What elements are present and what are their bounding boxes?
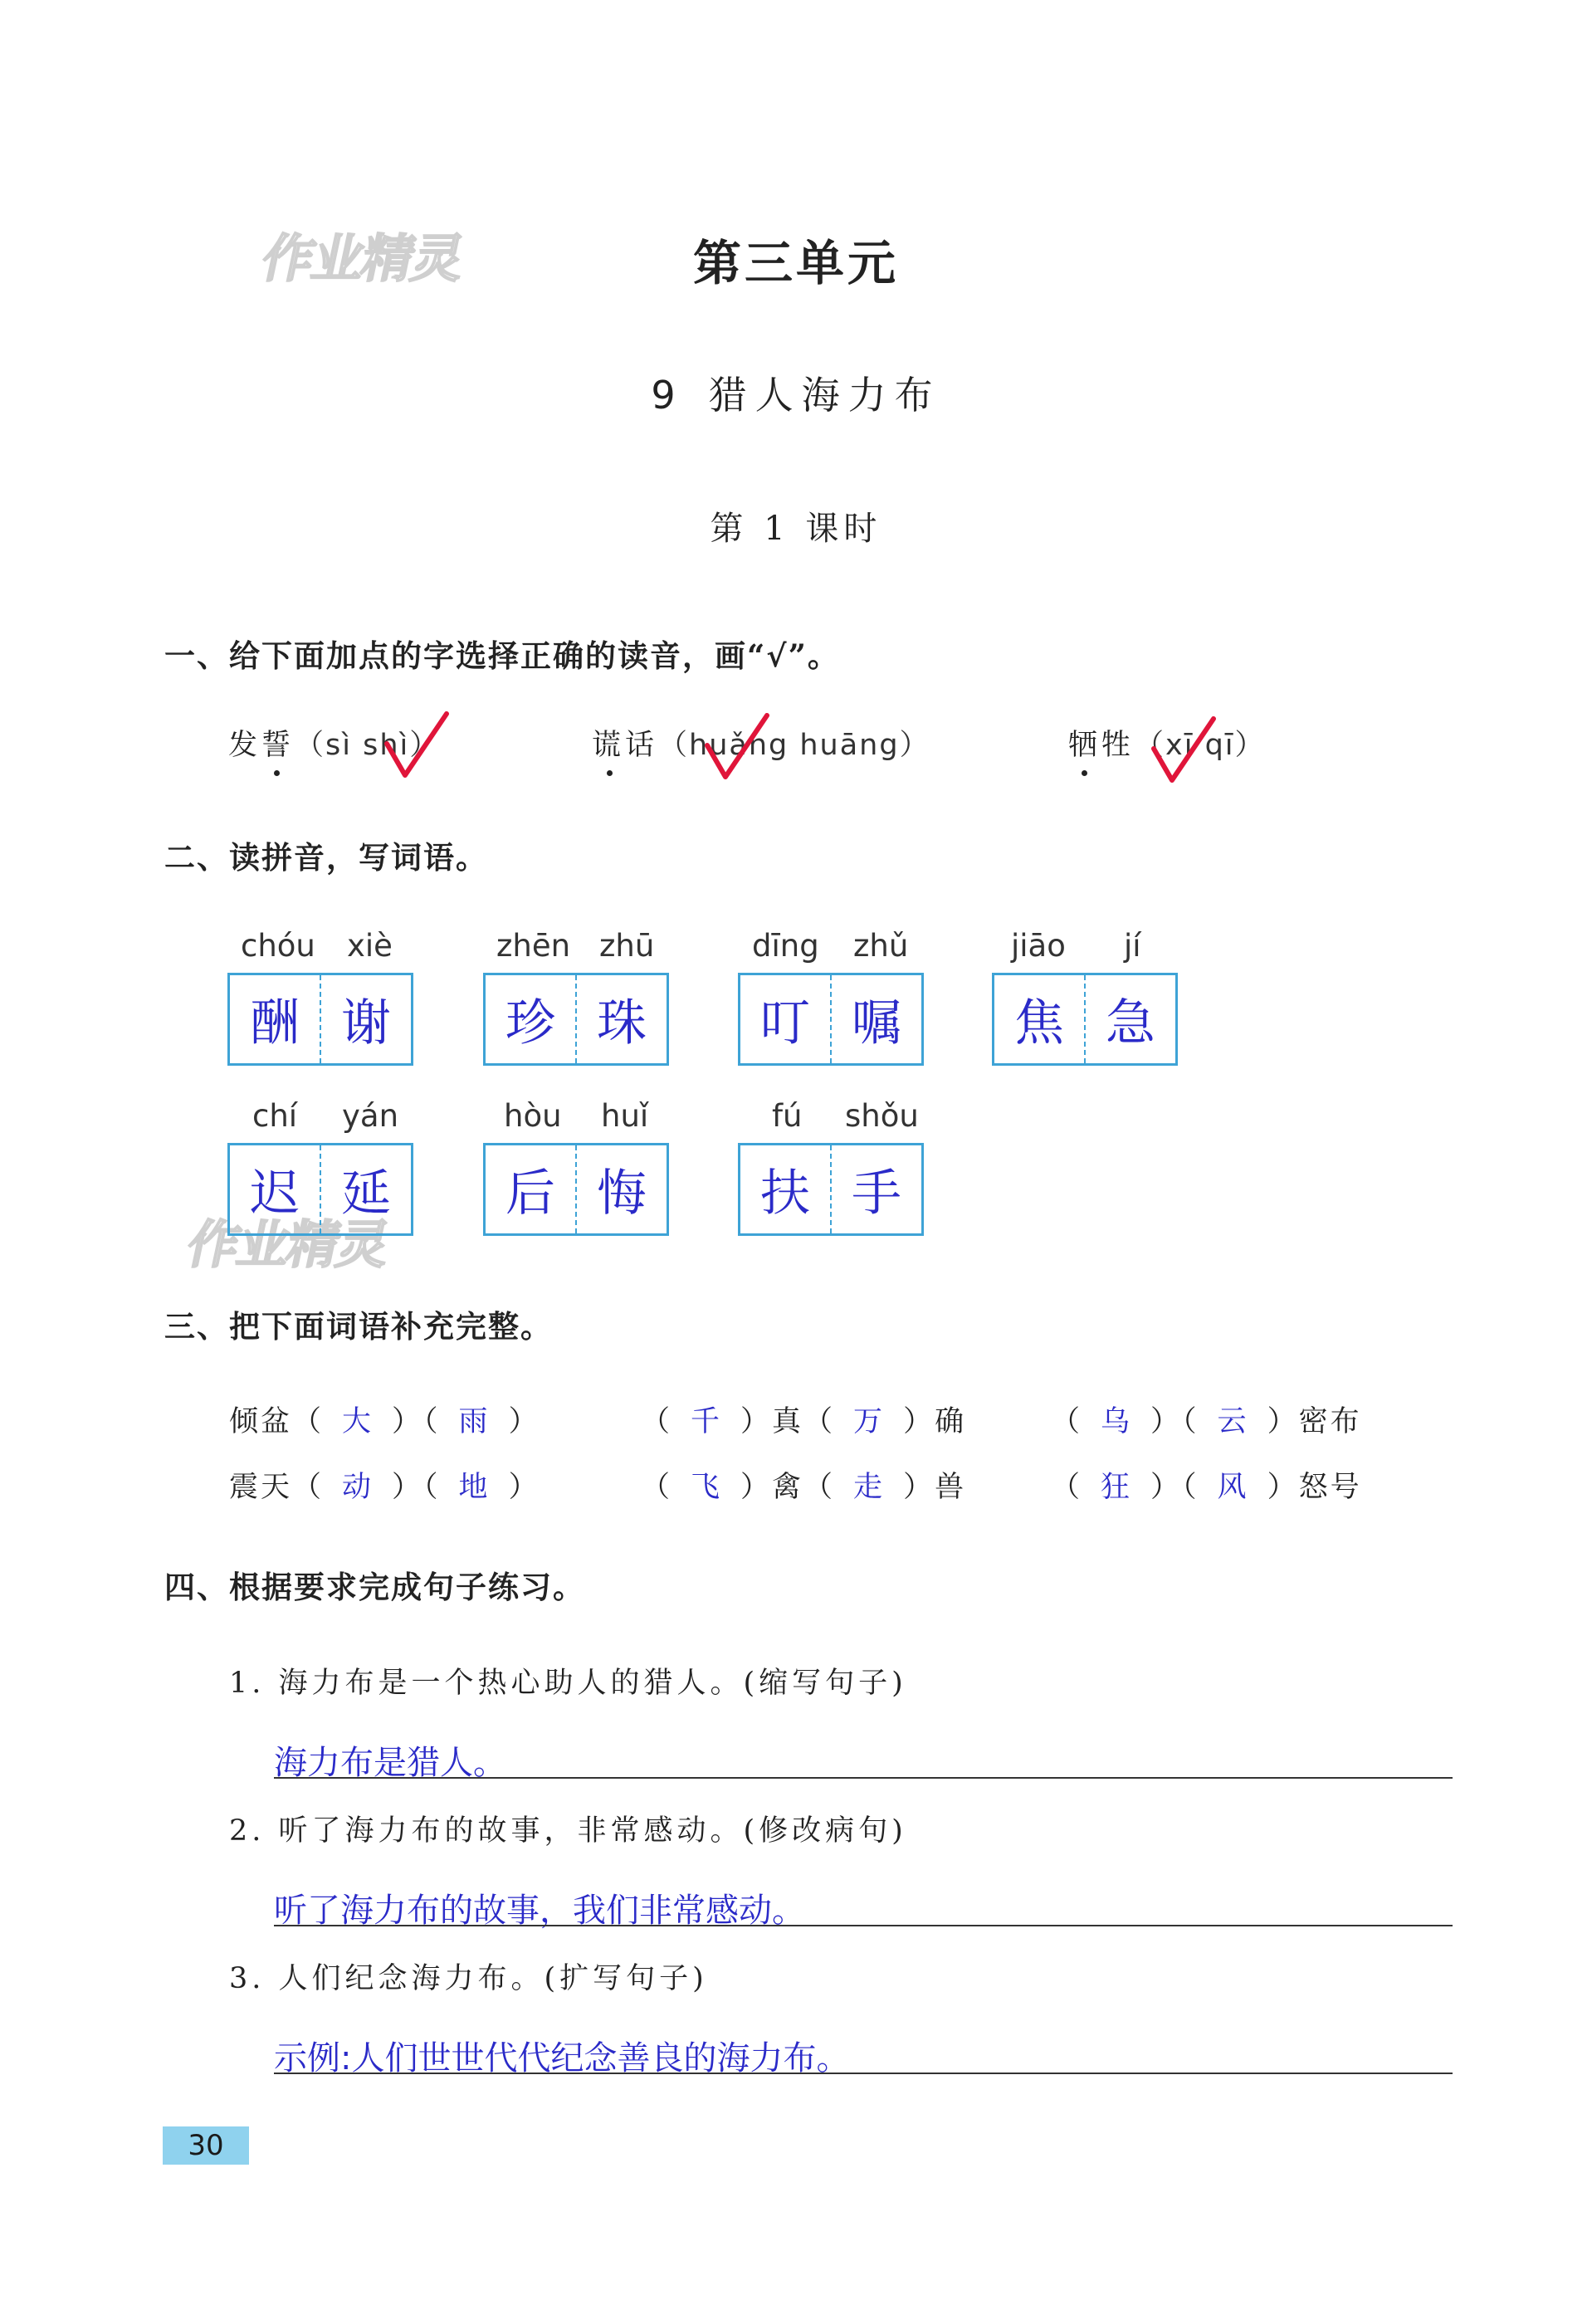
sentence-question: 3. 人们纪念海力布。(扩写句子) xyxy=(229,1962,708,1995)
pinyin-label: dīng xyxy=(752,928,819,964)
lesson-number: 9 xyxy=(651,373,684,417)
section1-heading: 一、给下面加点的字选择正确的读音，画“√”。 xyxy=(164,637,840,674)
word-box xyxy=(738,973,924,1066)
answer-line xyxy=(274,1777,1453,1779)
answer-char: 急 xyxy=(1106,994,1155,1052)
idiom-fill: （ 千 ）真（ 万 ）确 xyxy=(641,1405,967,1438)
idiom-fill: （ 狂 ）（ 风 ）怒号 xyxy=(1051,1471,1362,1504)
q1-options: （huǎng huāng） xyxy=(658,729,930,762)
check-mark-icon xyxy=(383,710,450,780)
pinyin-label: shǒu xyxy=(845,1098,919,1134)
sentence-answer: 示例:人们世世代代纪念善良的海力布。 xyxy=(274,2039,850,2077)
idiom-fill: （ 飞 ）禽（ 走 ）兽 xyxy=(641,1471,967,1504)
word-box xyxy=(483,1143,669,1236)
section4-heading: 四、根据要求完成句子练习。 xyxy=(164,1569,585,1605)
answer-char: 后 xyxy=(505,1164,555,1223)
word-box xyxy=(992,973,1178,1066)
idiom-answer: 云 xyxy=(1217,1405,1249,1438)
pinyin-label: fú xyxy=(772,1098,803,1134)
answer-char: 扶 xyxy=(760,1164,810,1223)
pinyin-label: chóu xyxy=(241,928,315,964)
word-box xyxy=(227,973,413,1066)
word-box xyxy=(738,1143,924,1236)
answer-char: 嘱 xyxy=(852,994,901,1052)
q1-options: （sì shì） xyxy=(295,729,441,762)
emphasis-dot xyxy=(607,770,613,776)
check-mark-icon xyxy=(1150,715,1217,785)
lesson-name: 猎人海力布 xyxy=(708,373,941,417)
sentence-question: 2. 听了海力布的故事，非常感动。(修改病句) xyxy=(229,1814,907,1848)
idiom-answer: 地 xyxy=(458,1471,491,1504)
idiom-answer: 走 xyxy=(853,1471,886,1504)
answer-char: 焦 xyxy=(1014,994,1064,1052)
answer-char: 悔 xyxy=(597,1164,647,1223)
pinyin-label: zhēn xyxy=(496,928,571,964)
idiom-answer: 大 xyxy=(342,1405,374,1438)
pinyin-label: zhǔ xyxy=(853,928,909,964)
answer-char: 谢 xyxy=(341,994,391,1052)
idiom-fill: （ 乌 ）（ 云 ）密布 xyxy=(1051,1405,1362,1438)
idiom-answer: 雨 xyxy=(458,1405,491,1438)
answer-char: 延 xyxy=(341,1164,391,1223)
sentence-answer: 海力布是猎人。 xyxy=(274,1744,506,1782)
idiom-answer: 千 xyxy=(691,1405,723,1438)
watermark-logo: 作业精灵 xyxy=(256,228,469,289)
answer-line xyxy=(274,2073,1453,2074)
idiom-answer: 狂 xyxy=(1101,1471,1133,1504)
lesson-title xyxy=(0,365,1592,420)
answer-line xyxy=(274,1925,1453,1926)
idiom-answer: 万 xyxy=(853,1405,886,1438)
pinyin-label: hòu xyxy=(504,1098,562,1134)
word-box xyxy=(227,1143,413,1236)
idiom-answer: 动 xyxy=(342,1471,374,1504)
answer-char: 手 xyxy=(852,1164,901,1223)
section2-heading: 二、读拼音，写词语。 xyxy=(164,839,488,876)
answer-char: 珠 xyxy=(597,994,647,1052)
pinyin-label: yán xyxy=(342,1098,399,1134)
emphasis-dot xyxy=(274,770,280,776)
answer-char: 酬 xyxy=(250,994,300,1052)
answer-char: 叮 xyxy=(760,994,810,1052)
q1-word: 发誓 xyxy=(228,729,295,762)
unit-title: 第三单元 xyxy=(692,235,899,291)
watermark-logo: 作业精灵 xyxy=(182,1214,394,1275)
pinyin-label: huǐ xyxy=(601,1098,649,1134)
word-box xyxy=(483,973,669,1066)
pinyin-label: xiè xyxy=(347,928,393,964)
sentence-answer: 听了海力布的故事，我们非常感动。 xyxy=(274,1892,805,1930)
q1-word: 牺牲 xyxy=(1068,729,1135,762)
idiom-answer: 乌 xyxy=(1101,1405,1133,1438)
emphasis-dot xyxy=(1082,770,1087,776)
pinyin-label: chí xyxy=(252,1098,298,1134)
period-label: 第 1 课时 xyxy=(710,510,882,548)
answer-char: 迟 xyxy=(250,1164,300,1223)
page-number: 30 xyxy=(163,2126,249,2165)
pinyin-label: jí xyxy=(1124,928,1141,964)
check-mark-icon xyxy=(704,712,770,782)
q1-options: （xī qī） xyxy=(1135,729,1266,762)
section3-heading: 三、把下面词语补充完整。 xyxy=(164,1308,553,1345)
idiom-answer: 飞 xyxy=(691,1471,723,1504)
q1-word: 谎话 xyxy=(592,729,659,762)
idiom-answer: 风 xyxy=(1217,1471,1249,1504)
idiom-fill: 震天（ 动 ）（ 地 ） xyxy=(229,1471,540,1504)
pinyin-label: zhū xyxy=(599,928,655,964)
idiom-fill: 倾盆（ 大 ）（ 雨 ） xyxy=(229,1405,540,1438)
sentence-question: 1. 海力布是一个热心助人的猎人。(缩写句子) xyxy=(229,1667,907,1700)
answer-char: 珍 xyxy=(505,994,555,1052)
pinyin-label: jiāo xyxy=(1011,928,1066,964)
